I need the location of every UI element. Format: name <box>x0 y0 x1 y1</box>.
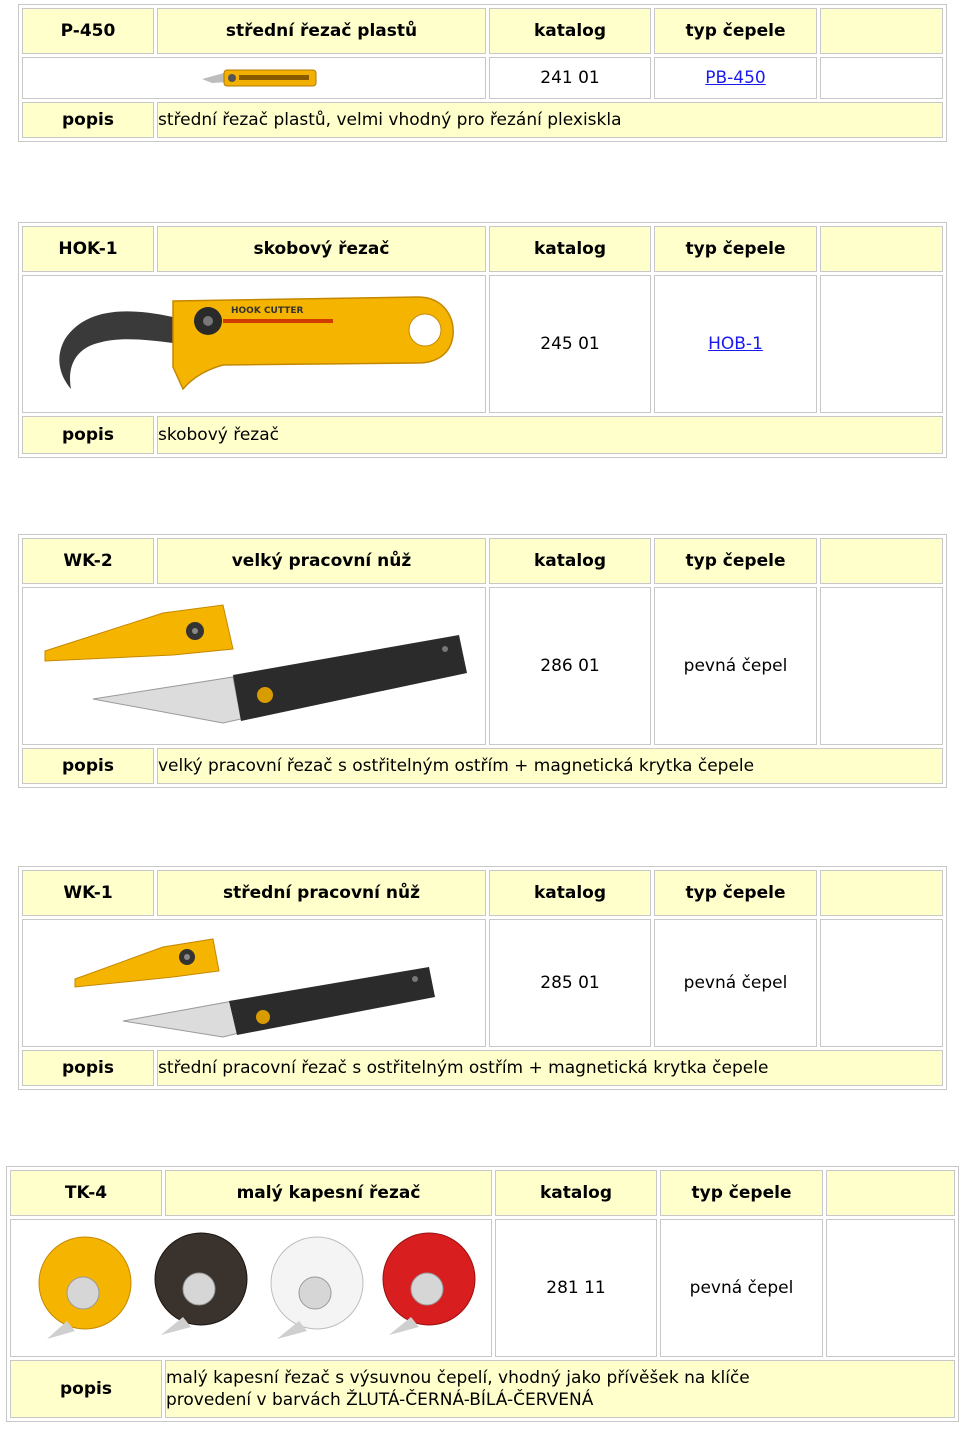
description-line: malý kapesní řezač s výsuvnou čepelí, vhodný jako přívěšek na klíče <box>166 1368 750 1388</box>
popis-label: popis <box>22 1050 154 1086</box>
product-description: střední pracovní řezač s ostřitelným ostřím + magnetická krytka čepele <box>157 1050 943 1086</box>
catalog-header: katalog <box>489 538 651 584</box>
touch-knife-set-icon <box>11 1221 490 1355</box>
hook-cutter-icon <box>23 277 484 411</box>
product-hok1 <box>18 222 947 458</box>
product-code: P-450 <box>22 8 154 54</box>
catalog-number: 245 01 <box>489 275 651 413</box>
empty-header-cell <box>820 8 943 54</box>
empty-header-cell <box>820 870 943 916</box>
blade-type-header: typ čepele <box>654 8 817 54</box>
blade-type-header: typ čepele <box>654 226 817 272</box>
catalog-number: 286 01 <box>489 587 651 745</box>
empty-header-cell <box>820 226 943 272</box>
product-code: WK-1 <box>22 870 154 916</box>
blade-type-header: typ čepele <box>654 870 817 916</box>
blade-link[interactable]: PB-450 <box>705 68 766 88</box>
empty-cell <box>820 587 943 745</box>
product-image-cell <box>10 1219 492 1357</box>
work-knife-large-icon <box>23 589 484 743</box>
product-image-cell <box>22 275 486 413</box>
blade-type-cell <box>654 57 817 99</box>
product-wk1 <box>18 866 947 1090</box>
product-table <box>18 866 947 1090</box>
product-image-cell <box>22 919 486 1047</box>
product-p450 <box>18 4 947 142</box>
product-code: WK-2 <box>22 538 154 584</box>
popis-label: popis <box>22 102 154 138</box>
blade-type-header: typ čepele <box>660 1170 823 1216</box>
product-code: TK-4 <box>10 1170 162 1216</box>
product-wk2 <box>18 534 947 788</box>
product-image-cell <box>22 587 486 745</box>
plastic-cutter-icon <box>24 58 485 98</box>
popis-label: popis <box>10 1360 162 1418</box>
description-line: provedení v barvách ŽLUTÁ-ČERNÁ-BÍLÁ-ČERVENÁ <box>166 1390 594 1410</box>
popis-label: popis <box>22 748 154 784</box>
product-description <box>165 1360 955 1418</box>
product-tk4 <box>6 1166 959 1422</box>
hook-cutter-label: HOOK CUTTER <box>231 306 304 316</box>
work-knife-medium-icon <box>23 921 484 1045</box>
catalog-number: 281 11 <box>495 1219 657 1357</box>
catalog-header: katalog <box>495 1170 657 1216</box>
catalog-header: katalog <box>489 226 651 272</box>
product-description: skobový řezač <box>157 416 943 454</box>
product-name: skobový řezač <box>157 226 486 272</box>
product-table <box>6 1166 959 1422</box>
blade-type-cell: pevná čepel <box>660 1219 823 1357</box>
product-name: velký pracovní nůž <box>157 538 486 584</box>
empty-cell <box>820 919 943 1047</box>
product-image-cell <box>22 57 486 99</box>
product-name: střední pracovní nůž <box>157 870 486 916</box>
product-description: střední řezač plastů, velmi vhodný pro řezání plexiskla <box>157 102 943 138</box>
empty-header-cell <box>820 538 943 584</box>
product-name: malý kapesní řezač <box>165 1170 492 1216</box>
catalog-header: katalog <box>489 8 651 54</box>
catalog-number: 285 01 <box>489 919 651 1047</box>
blade-type-cell: pevná čepel <box>654 587 817 745</box>
blade-type-header: typ čepele <box>654 538 817 584</box>
blade-type-cell <box>654 275 817 413</box>
catalog-number: 241 01 <box>489 57 651 99</box>
blade-type-cell: pevná čepel <box>654 919 817 1047</box>
product-code: HOK-1 <box>22 226 154 272</box>
popis-label: popis <box>22 416 154 454</box>
product-table <box>18 4 947 142</box>
product-table <box>18 222 947 458</box>
empty-cell <box>826 1219 955 1357</box>
product-description: velký pracovní řezač s ostřitelným ostřím + magnetická krytka čepele <box>157 748 943 784</box>
empty-cell <box>820 57 943 99</box>
empty-header-cell <box>826 1170 955 1216</box>
blade-link[interactable]: HOB-1 <box>708 334 763 354</box>
product-table <box>18 534 947 788</box>
product-name: střední řezač plastů <box>157 8 486 54</box>
catalog-header: katalog <box>489 870 651 916</box>
empty-cell <box>820 275 943 413</box>
